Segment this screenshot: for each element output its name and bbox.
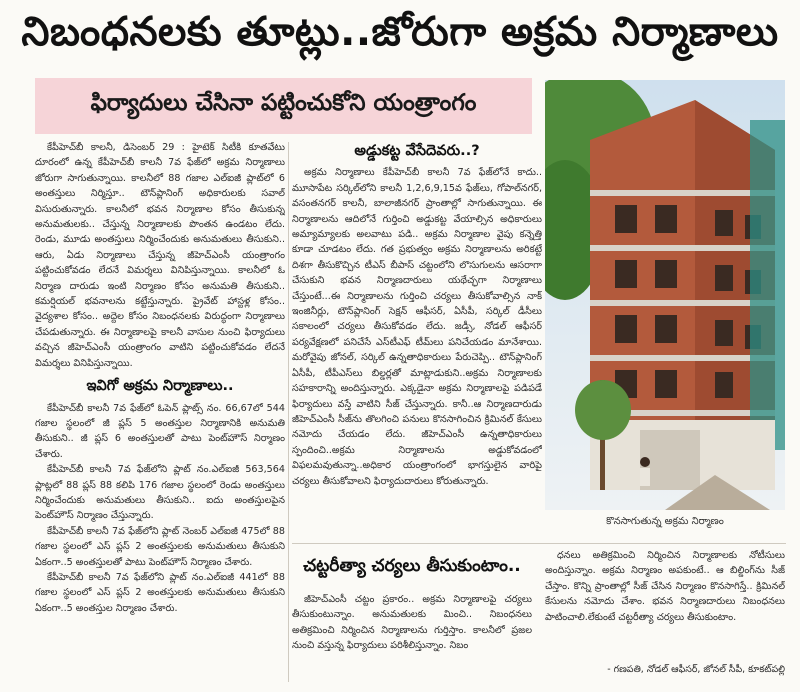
subheadline: ఫిర్యాదులు చేసినా పట్టించుకోని యంత్రాంగం bbox=[35, 78, 532, 134]
list-item: కేపీహెచ్‌బీ కాలనీ 7వ ఫేజ్‌లో ఓపెన్ ప్లాట్స్ నం. 66,67లో 544 గజాల స్థలంలో జీ ప్లస్ 5 అంతస్తుల నిర్మాణానికి అనుమతి తీసుకుని.. జీ ప్లస్ 6 అంతస్తులతో పాటు పెంట్‌హౌస్ నిర్మాణం చేశారు. bbox=[35, 402, 285, 460]
headline: నిబంధనలకు తూట్లు..జోరుగా అక్రమ నిర్మాణాలు bbox=[21, 9, 779, 55]
building-construction-photo bbox=[545, 80, 785, 510]
article-column-2 bbox=[292, 140, 542, 540]
section-heading-illegal-constructions: ఇవిగో అక్రమ నిర్మాణాలు.. bbox=[86, 378, 234, 395]
box-paragraph: ధనలు అతిక్రమించి నిర్మించిన నిర్మాణాలకు నోటీసులు అందిస్తున్నాం. అక్రమ నిర్మాణం అపకుంటే.. ఆ బిల్డింగ్‌ను సీజ్ చేస్తాం. కొన్ని ప్రాంతాల్లో సీజ్ చేసిన నిర్మాణం కొనసాగిస్తే.. క్రిమినల్ కేసులను నమోదు చేశాం. భవన నిర్మాణదారులు నిబంధనలు పాటించాలి.లేకుంటే చట్టరీత్యా చర్యలు తీసుకుంటాం. bbox=[545, 550, 785, 623]
photo-caption: కొనసాగుతున్న అక్రమ నిర్మాణం bbox=[606, 516, 724, 527]
list-item: కేపీహెచ్‌బీ కాలనీ 7వ ఫేజ్‌లోని ప్లాట్ నం.ఎల్ఐజీ 563,564 ప్లాట్లలో 88 ప్లస్ 88 కలిపి 176 గజాల స్థలంలో రెండు అంతస్తులు నిర్మించేందుకు అనుమతులు తీసుకుని.. ఐదు అంతస్తులపైన పెంట్‌హౌస్ నిర్మాణం చేస్తున్నారు. bbox=[35, 464, 285, 522]
column-divider bbox=[288, 142, 289, 682]
building-illustration bbox=[545, 80, 785, 510]
article-column-1 bbox=[35, 140, 285, 670]
box-top-rule bbox=[292, 543, 786, 544]
list-item: కేపీహెచ్‌బీ కాలనీ 7వ ఫేజ్‌లోని ప్లాట్ నం.ఎల్ఐజీ 441లో 88 గజాల స్థలంలో ఎస్ ప్లస్ 2 అంతస్తులకు అనుమతులు తీసుకుని ఏకంగా..5 అంతస్తుల నిర్మాణం చేశారు. bbox=[35, 571, 285, 614]
box-paragraph: జీహెచ్‌ఎంసీ చట్టం ప్రకారం.. అక్రమ నిర్మాణాలపై చర్యలు తీసుకుంటున్నాం. అనుమతులకు మించి.. నిబంధనలు అతిక్రమించి నిర్మించిన నిర్మాణాలను గుర్తిస్తాం. కాలనీలో ప్రజల నుంచి వస్తున్న ఫిర్యాదులు పరిశీలిస్తున్నాం. నిబం bbox=[292, 594, 532, 652]
list-item: కేపీహెచ్‌బీ కాలనీ 7వ ఫేజ్‌లోని ప్లాట్ నెంబర్ ఎల్ఐజీ 475లో 88 గజాల స్థలంలో ఎస్ ప్లస్ 2 అంతస్తులకు అనుమతులు తీసుకుని ఏకంగా..5 అంతస్తులతో పాటు పెంట్‌హౌస్ నిర్మాణం చేశారు. bbox=[35, 525, 285, 568]
official-signoff: - గణపతి, నోడల్ ఆఫీసర్, జోనల్ సీపీ, కూకట్‌పల్లి bbox=[607, 664, 785, 675]
body-paragraph: అక్రమ నిర్మాణాలు కేపీహెచ్‌బీ కాలనీ 7వ ఫేజ్‌లోనే కాదు.. మూసాపేట సర్కిల్‌లోని కాలనీ 1,2,6,9,15వ ఫేజ్‌లు, గోపాల్‌నగర్, వసంతనగర్ కాలనీ, బాలాజీనగర్ ప్రాంతాల్లో సాగుతున్నాయి. ఈ నిర్మాణాలను ఆదిలోనే గుర్తించి అడ్డుకట్ట వేయాల్సిన అధికారులు అమ్యామ్యాలకు అలవాటు పడి.. అక్రమ నిర్మాణాల వైపు కన్నెత్తి కూడా చూడటం లేదు. గత ప్రభుత్వం అక్రమ నిర్మాణాలను అరికట్టే దిశగా తీసుకొచ్చిన టీఎస్ బీపాస్ చట్టంలోని లొసుగులను ఆసరాగా చేసుకుని భవన నిర్మాణదారులు యథేచ్ఛగా నిర్మాణాలు చేస్తుంటే...ఈ నిర్మాణాలను గుర్తించి చర్యలు తీసుకోవాల్సిన నాక్ ఇంజినీర్లు, టౌన్‌ప్లానింగ్ సెక్షన్ ఆఫీసర్, ఏసీపీ, సర్కిల్ డీసీలు సకాలంలో చర్యలు తీసుకోవడం లేదు. జడ్సీ, నోడల్ ఆఫీసర్ పర్యవేక్షణలో పనిచేసే ఎస్‌టీఎఫ్ టీమ్‌లు పనిచేయడం మానేశాయి. మరోవైపు జోనల్, సర్కిల్ ఉన్నతాధికారులు పేరుచెప్పి.. టౌన్‌ప్లానింగ్ ఏసీపీ, టీపీఎస్‌లు బిల్డర్లతో మాట్లాడుకుని..అక్రమ నిర్మాణాలకు సహకారాన్ని అందిస్తున్నారు. ఎక్కడైనా అక్రమ నిర్మాణాలపై పడిపడే ఫిర్యాదులు వస్తే వాటిని సీజ్ చేస్తున్నారు. కానీ..ఆ నిర్మాణదారుడు జీహెచ్‌ఎంసీ సీజ్‌ను తొలగించి పనులు కొనసాగించిన క్రిమినల్ కేసులు నమోదు చేయడం లేదు. జీహెచ్‌ఎంసీ ఉన్నతాధికారులు స్పందించి..అక్రమ నిర్మాణాలను అడ్డుకోవడంలో విఫలమవుతున్నా..అధికార యంత్రాంగంలో భాగస్తులైన వారిపై చర్యలు తీసుకోవాలని ఫిర్యాదుదారులు కోరుతున్నారు. bbox=[292, 167, 542, 487]
section-heading-who-will-stop: అడ్డుకట్ట వేసేదెవరు..? bbox=[354, 143, 480, 159]
action-box-text-left bbox=[292, 592, 532, 687]
action-box-heading: చట్టరీత్యా చర్యలు తీసుకుంటాం.. bbox=[303, 556, 521, 576]
action-box-text-right bbox=[545, 548, 785, 648]
intro-paragraph: కేపీహెచ్‌బీ కాలనీ, డిసెంబర్ 29 : హైటెక్ సిటీకి కూతవేటు దూరంలో ఉన్న కేపీహెచ్‌బీ కాలనీ 7వ ఫేజ్‌లో అక్రమ నిర్మాణాలు జోరుగా సాగుతున్నాయి. కాలనీలో 88 గజాల ఎల్ఐజీ ప్లాట్‌లో 6 అంతస్తులు నిర్మిస్తూ.. టౌన్‌ప్లానింగ్ అధికారులకు సవాల్ విసురుతున్నారు. కాలనీలో భవన నిర్మాణాల కోసం తీసుకున్న అనుమతులకు.. చేస్తున్న నిర్మాణాలకు పొంతన ఉండటం లేదు. రెండు, మూడు అంతస్తులు నిర్మించేందుకు అనుమతులు తీసుకుని.. ఆరు, ఏడు నిర్మాణాలు చేస్తున్న జీహెచ్‌ఎంసీ యంత్రాంగం పట్టించుకోవడం లేదనే విమర్శలు వినిపిస్తున్నాయి. కాలనీలో ఓ నిర్మాణ దారుడు ఇంటి నిర్మాణం కోసం అనుమతి తీసుకుని.. కమర్షియల్ భవనాలను కట్టేస్తున్నారు. ప్రైవేట్ హాస్టళ్ల కోసం.. వైద్యశాల కోసం.. అద్దెల కోసం నిబంధనలకు విరుద్ధంగా నిర్మాణాలు చేపడుతున్నారు. ఈ నిర్మాణాలపై కాలనీ వాసుల నుంచి ఫిర్యాదులు వచ్చిన జీహెచ్‌ఎంసీ యంత్రాంగం వాటిని పట్టించుకోవడం లేదనే విమర్శలు వినిపిస్తున్నాయి. bbox=[35, 142, 285, 369]
